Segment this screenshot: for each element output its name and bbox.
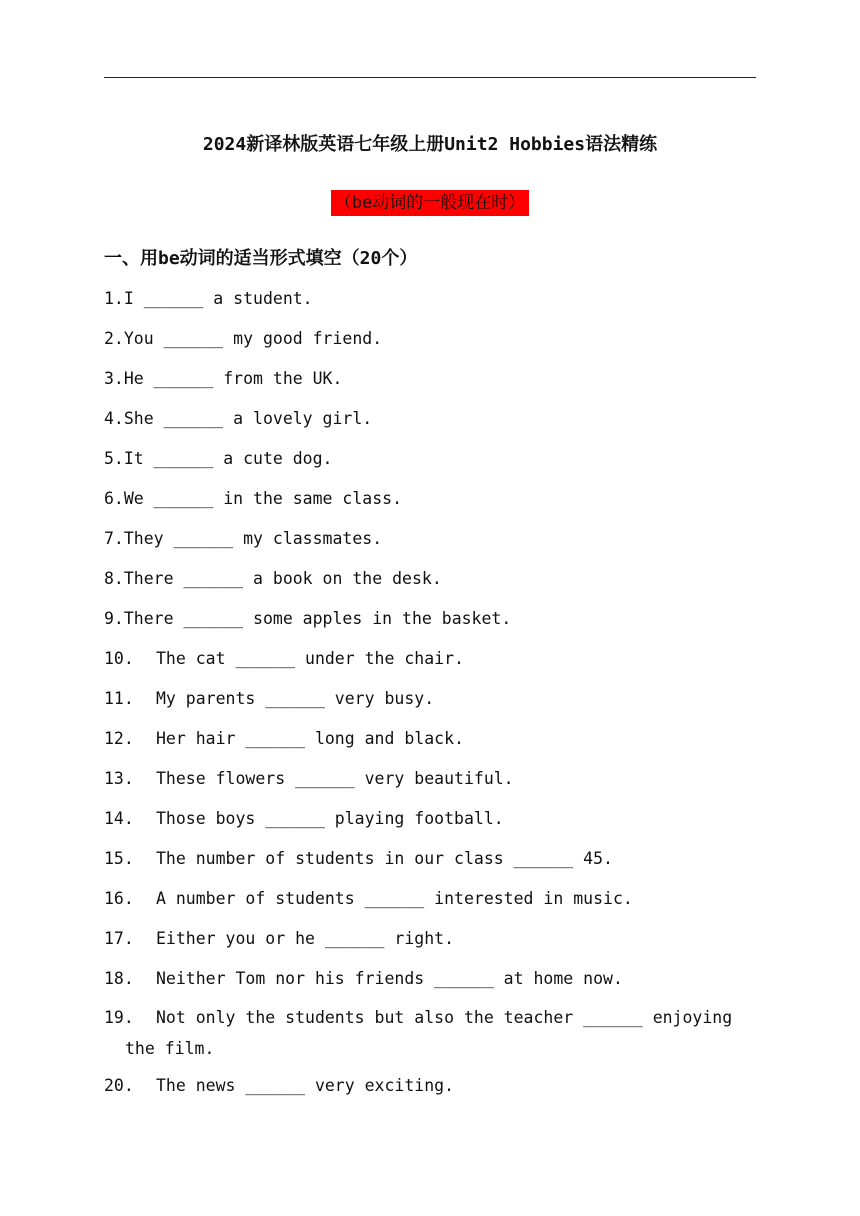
question-item [104,446,756,471]
question-text: Neither Tom nor his friends ______ at home now. [156,969,623,988]
question-item [104,846,756,871]
question-text: Those boys ______ playing football. [156,809,504,828]
question-number: 7. [104,529,124,548]
question-number: 16. [104,889,134,908]
question-text-continuation: the film. [125,1039,215,1058]
question-item [104,486,756,511]
question-text: They ______ my classmates. [123,529,383,548]
question-item [104,326,756,351]
question-number: 3. [104,369,124,388]
question-text: There ______ a book on the desk. [123,569,442,588]
question-item [104,726,756,751]
question-text: Not only the students but also the teacher ______ enjoying [156,1008,733,1027]
question-number: 1. [104,289,124,308]
question-item [104,406,756,431]
question-text: We ______ in the same class. [123,489,403,508]
question-text: The number of students in our class ______ 45. [156,849,613,868]
question-text: Either you or he ______ right. [156,929,455,948]
question-item [104,686,756,711]
question-number: 18. [104,969,134,988]
section-heading: 一、用be动词的适当形式填空（20个） [104,248,418,269]
question-text: She ______ a lovely girl. [123,409,373,428]
question-text: I ______ a student. [123,289,313,308]
question-number: 6. [104,489,124,508]
question-item [104,606,756,631]
question-text: These flowers ______ very beautiful. [156,769,514,788]
question-number: 17. [104,929,134,948]
question-list [104,286,756,1113]
question-number: 19. [104,1008,134,1027]
question-item [104,1002,756,1065]
question-item [104,366,756,391]
question-number: 2. [104,329,124,348]
question-item [104,526,756,551]
question-item [104,566,756,591]
question-item [104,766,756,791]
subtitle-container [0,190,860,216]
question-text: My parents ______ very busy. [156,689,435,708]
question-number: 10. [104,649,134,668]
question-number: 4. [104,409,124,428]
question-number: 20. [104,1076,134,1095]
question-item [104,966,756,991]
question-number: 9. [104,609,124,628]
question-number: 13. [104,769,134,788]
question-number: 14. [104,809,134,828]
question-item [104,806,756,831]
question-number: 15. [104,849,134,868]
question-text: You ______ my good friend. [123,329,383,348]
question-text: The cat ______ under the chair. [156,649,464,668]
header-rule [104,77,756,78]
subtitle-highlight: （be动词的一般现在时） [331,190,529,216]
question-text: He ______ from the UK. [123,369,343,388]
question-text: Her hair ______ long and black. [156,729,464,748]
question-item [104,286,756,311]
question-item [104,646,756,671]
question-number: 12. [104,729,134,748]
question-number: 8. [104,569,124,588]
question-item [104,886,756,911]
question-number: 5. [104,449,124,468]
question-item [104,926,756,951]
question-text: There ______ some apples in the basket. [123,609,512,628]
question-text: The news ______ very exciting. [156,1076,455,1095]
question-text: It ______ a cute dog. [123,449,333,468]
question-text: A number of students ______ interested in music. [156,889,633,908]
document-title: 2024新译林版英语七年级上册Unit2 Hobbies语法精练 [202,134,658,155]
question-number: 11. [104,689,134,708]
question-item [104,1073,756,1098]
